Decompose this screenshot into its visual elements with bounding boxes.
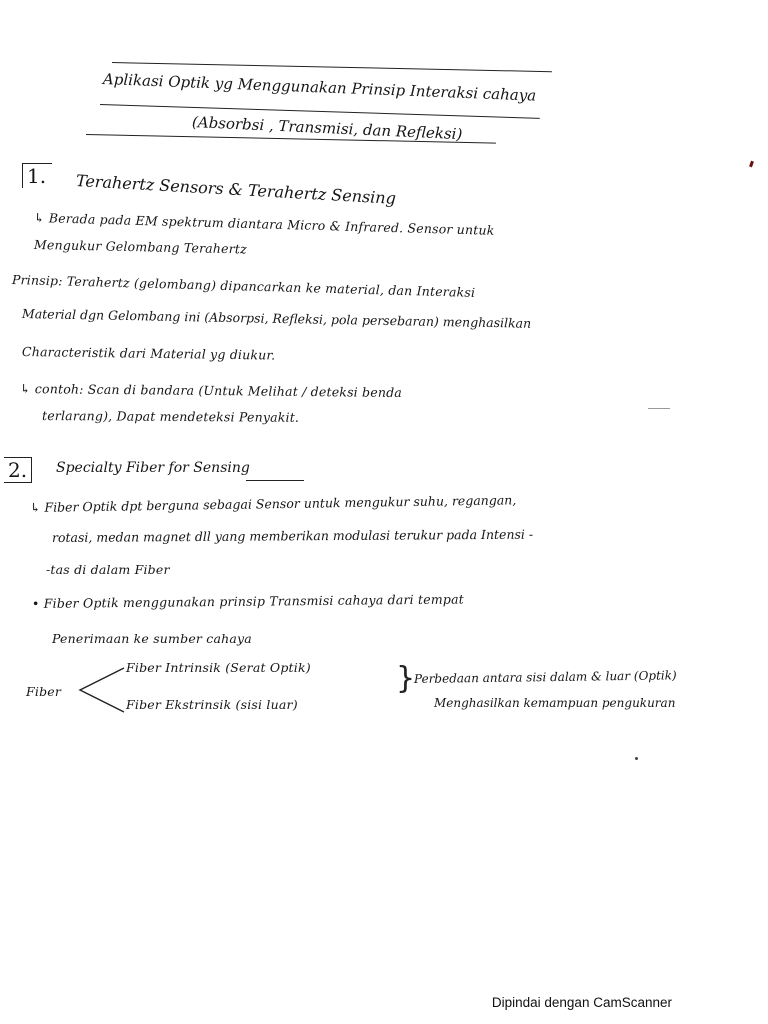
section-1-line-1: ↳ Berada pada EM spektrum diantara Micro & Infrared. Sensor untuk: [33, 210, 495, 238]
fiber-note-line-2: Menghasilkan kemampuan pengukuran: [434, 696, 676, 710]
ink-mark: [749, 161, 754, 168]
section-1-heading: Terahertz Sensors & Terahertz Sensing: [75, 171, 397, 208]
title-line-2: (Absorbsi , Transmisi, dan Refleksi): [191, 113, 463, 144]
section-2-line-1: ↳ Fiber Optik dpt berguna sebagai Sensor untuk mengukur suhu, regangan,: [29, 492, 517, 515]
section-2-number: 2.: [4, 457, 32, 483]
title-line-1: Aplikasi Optik yg Menggunakan Prinsip Interaksi cahaya: [102, 70, 537, 105]
title-underline: [100, 104, 540, 119]
section-1-line-4: Material dgn Gelombang ini (Absorpsi, Refleksi, pola persebaran) menghasilkan: [21, 306, 532, 331]
fiber-branch-intrinsic: Fiber Intrinsik (Serat Optik): [126, 660, 311, 675]
stray-dot: [635, 757, 638, 760]
fiber-note-line-1: Perbedaan antara sisi dalam & luar (Optik): [413, 668, 677, 686]
title-top-rule: [112, 62, 552, 72]
curly-brace-icon: }: [396, 661, 416, 696]
section-1-line-6: ↳ contoh: Scan di bandara (Untuk Melihat / deteksi benda: [19, 381, 403, 401]
stray-dash: [648, 408, 670, 409]
fiber-branch-extrinsic: Fiber Ekstrinsik (sisi luar): [126, 697, 298, 712]
section-2-line-3: -tas di dalam Fiber: [46, 562, 170, 577]
scanner-watermark: Dipindai dengan CamScanner: [491, 995, 672, 1010]
section-2-heading: Specialty Fiber for Sensing: [56, 460, 250, 476]
section-2-line-4: • Fiber Optik menggunakan prinsip Transmisi cahaya dari tempat: [31, 591, 465, 611]
section-1-line-3: Prinsip: Terahertz (gelombang) dipancarkan ke material, dan Interaksi: [11, 272, 476, 300]
section-1-number: 1.: [22, 163, 52, 188]
section-2-line-5: Penerimaan ke sumber cahaya: [52, 631, 252, 646]
sensing-underline: [246, 480, 304, 481]
section-2-line-2: rotasi, medan magnet dll yang memberikan modulasi terukur pada Intensi -: [51, 526, 534, 545]
section-1-line-7: terlarang), Dapat mendeteksi Penyakit.: [41, 408, 300, 425]
section-1-line-5: Characteristik dari Material yg diukur.: [21, 344, 276, 363]
branch-arrow-icon: [76, 664, 126, 716]
section-1-line-2: Mengukur Gelombang Terahertz: [33, 237, 248, 257]
fiber-label: Fiber: [26, 684, 62, 699]
